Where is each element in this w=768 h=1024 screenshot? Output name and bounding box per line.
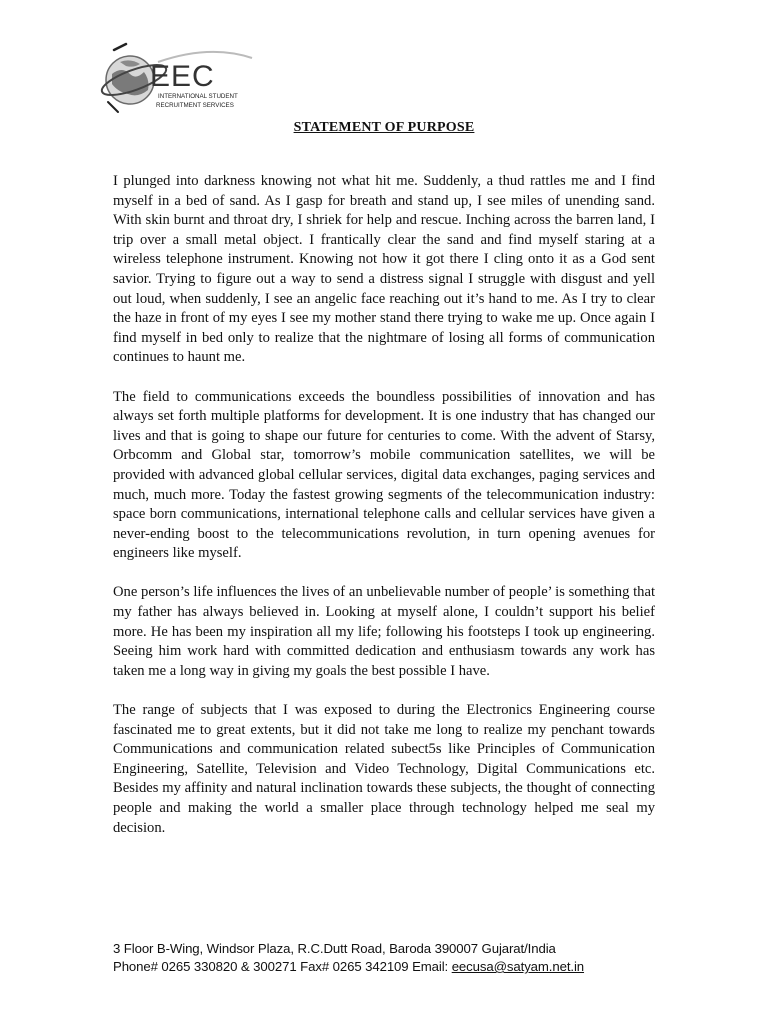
paragraph-4: The range of subjects that I was exposed to during the Electronics Engineering course fascinated me to great extents, but it did not take me long to realize my penchant towards Communications and communication related subect5s like Principles of Communication Engineering, Satellite, Television and Video Technology, Digital Communications etc. Besides my affinity and natural inclination towards these subjects, the thought of connecting people and making the world a smaller place through technology helped me seal my decision.: [113, 702, 655, 836]
document-title: STATEMENT OF PURPOSE: [293, 120, 475, 135]
logo-tagline-2: RECRUITMENT SERVICES: [156, 102, 234, 109]
paragraph-1: I plunged into darkness knowing not what hit me. Suddenly, a thud rattles me and I find myself in a bed of sand. As I gasp for breath and stand up, I see miles of unending sand. With skin burnt and throat dry, I shriek for help and rescue. Inching across the barren land, I trip over a small metal object. I frantically clear the sand and find myself staring at a wireless telephone instrument. Knowing not how it got there I cling onto it as a God sent savior. Trying to figure out a way to send a distress signal I struggle with disgust and yell out loud, when suddenly, I see an angelic face reaching out it’s hand to me. As I try to clear the haze in front of my eyes I see my mother stand there trying to wake me up. Once again I find myself in bed only to realize that the nightmare of losing all forms of communication continues to haunt me.: [113, 173, 655, 366]
paragraph-3: One person’s life influences the lives of an unbelievable number of people’ is something that my father has always believed in. Looking at myself alone, I couldn’t support his belief more. He has been my inspiration all my life; following his footsteps I took up engineering. Seeing him work hard with committed dedication and enthusiasm towards any work has taken me a long way in giving my goals the best possible I have.: [113, 584, 655, 679]
footer: [113, 940, 673, 976]
footer-address: 3 Floor B-Wing, Windsor Plaza, R.C.Dutt Road, Baroda 390007 Gujarat/India: [113, 941, 556, 956]
logo-brand: EEC: [150, 60, 215, 93]
company-logo: [100, 40, 260, 118]
document-body: [113, 172, 655, 858]
paragraph-2: The field to communications exceeds the boundless possibilities of innovation and has always set forth multiple platforms for development. It is one industry that has changed our lives and that is going to shape our future for centuries to come. With the advent of Starsy, Orbcomm and Global star, tomorrow’s mobile communication satellites, we will be provided with advanced global cellular services, digital data exchanges, paging services and much, much more. Today the fastest growing segments of the telecommunication industry: space born communications, international telephone calls and cellular services have given a never-ending boost to the telecommunications revolution, in turn opening avenues for engineers like myself.: [113, 388, 655, 562]
logo-tagline-1: INTERNATIONAL STUDENT: [158, 93, 238, 100]
footer-contact: [113, 958, 673, 976]
email-link[interactable]: eecusa@satyam.net.in: [451, 959, 585, 974]
footer-phone-fax: Phone# 0265 330820 & 300271 Fax# 0265 342109 Email:: [113, 959, 452, 974]
